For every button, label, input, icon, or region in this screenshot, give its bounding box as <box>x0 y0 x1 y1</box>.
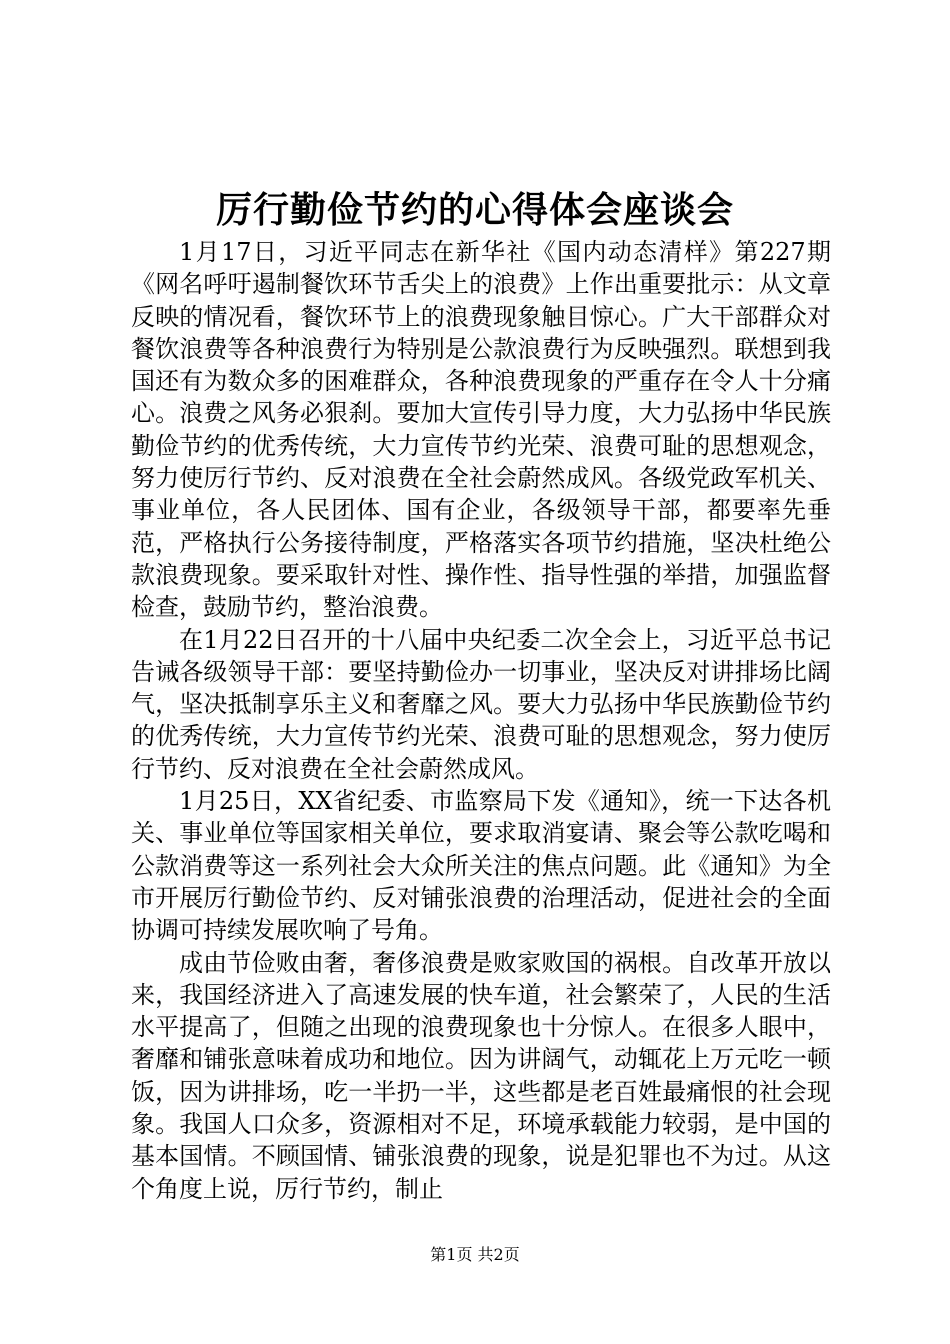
paragraph-2: 在1月22日召开的十八届中央纪委二次全会上，习近平总书记告诫各级领导干部：要坚持勤俭办一切事业，坚决反对讲排场比阔气，坚决抵制享乐主义和奢靡之风。要大力弘扬中华民族勤俭节约的优秀传统，大力宣传节约光荣、浪费可耻的思想观念，努力使厉行节约、反对浪费在全社会蔚然成风。 <box>131 625 831 783</box>
page-number-footer: 第1页 共2页 <box>430 1245 520 1264</box>
paragraph-1: 1月17日，习近平同志在新华社《国内动态清样》第227期《网名呼吁遏制餐饮环节舌尖上的浪费》上作出重要批示：从文章反映的情况看，餐饮环节上的浪费现象触目惊心。广大干部群众对餐饮浪费等各种浪费行为特别是公款浪费行为反映强烈。联想到我国还有为数众多的困难群众，各种浪费现象的严重存在令人十分痛心。浪费之风务必狠刹。要加大宣传引导力度，大力弘扬中华民族勤俭节约的优秀传统，大力宣传节约光荣、浪费可耻的思想观念，努力使厉行节约、反对浪费在全社会蔚然成风。各级党政军机关、事业单位，各人民团体、国有企业，各级领导干部，都要率先垂范，严格执行公务接待制度，严格落实各项节约措施，坚决杜绝公款浪费现象。要采取针对性、操作性、指导性强的举措，加强监督检查，鼓励节约，整治浪费。 <box>131 238 831 622</box>
paragraph-3: 1月25日，XX省纪委、市监察局下发《通知》，统一下达各机关、事业单位等国家相关单位，要求取消宴请、聚会等公款吃喝和公款消费等这一系列社会大众所关注的焦点问题。此《通知》为全市开展厉行勤俭节约、反对铺张浪费的治理活动，促进社会的全面协调可持续发展吹响了号角。 <box>131 787 831 945</box>
document-title: 厉行勤俭节约的心得体会座谈会 <box>215 189 734 231</box>
paragraph-4: 成由节俭败由奢，奢侈浪费是败家败国的祸根。自改革开放以来，我国经济进入了高速发展的快车道，社会繁荣了，人民的生活水平提高了，但随之出现的浪费现象也十分惊人。在很多人眼中，奢靡和铺张意味着成功和地位。因为讲阔气，动辄花上万元吃一顿饭，因为讲排场，吃一半扔一半，这些都是老百姓最痛恨的社会现象。我国人口众多，资源相对不足，环境承载能力较弱，是中国的基本国情。不顾国情、铺张浪费的现象，说是犯罪也不为过。从这个角度上说，厉行节约，制止 <box>131 948 831 1203</box>
document-body <box>131 236 831 1205</box>
